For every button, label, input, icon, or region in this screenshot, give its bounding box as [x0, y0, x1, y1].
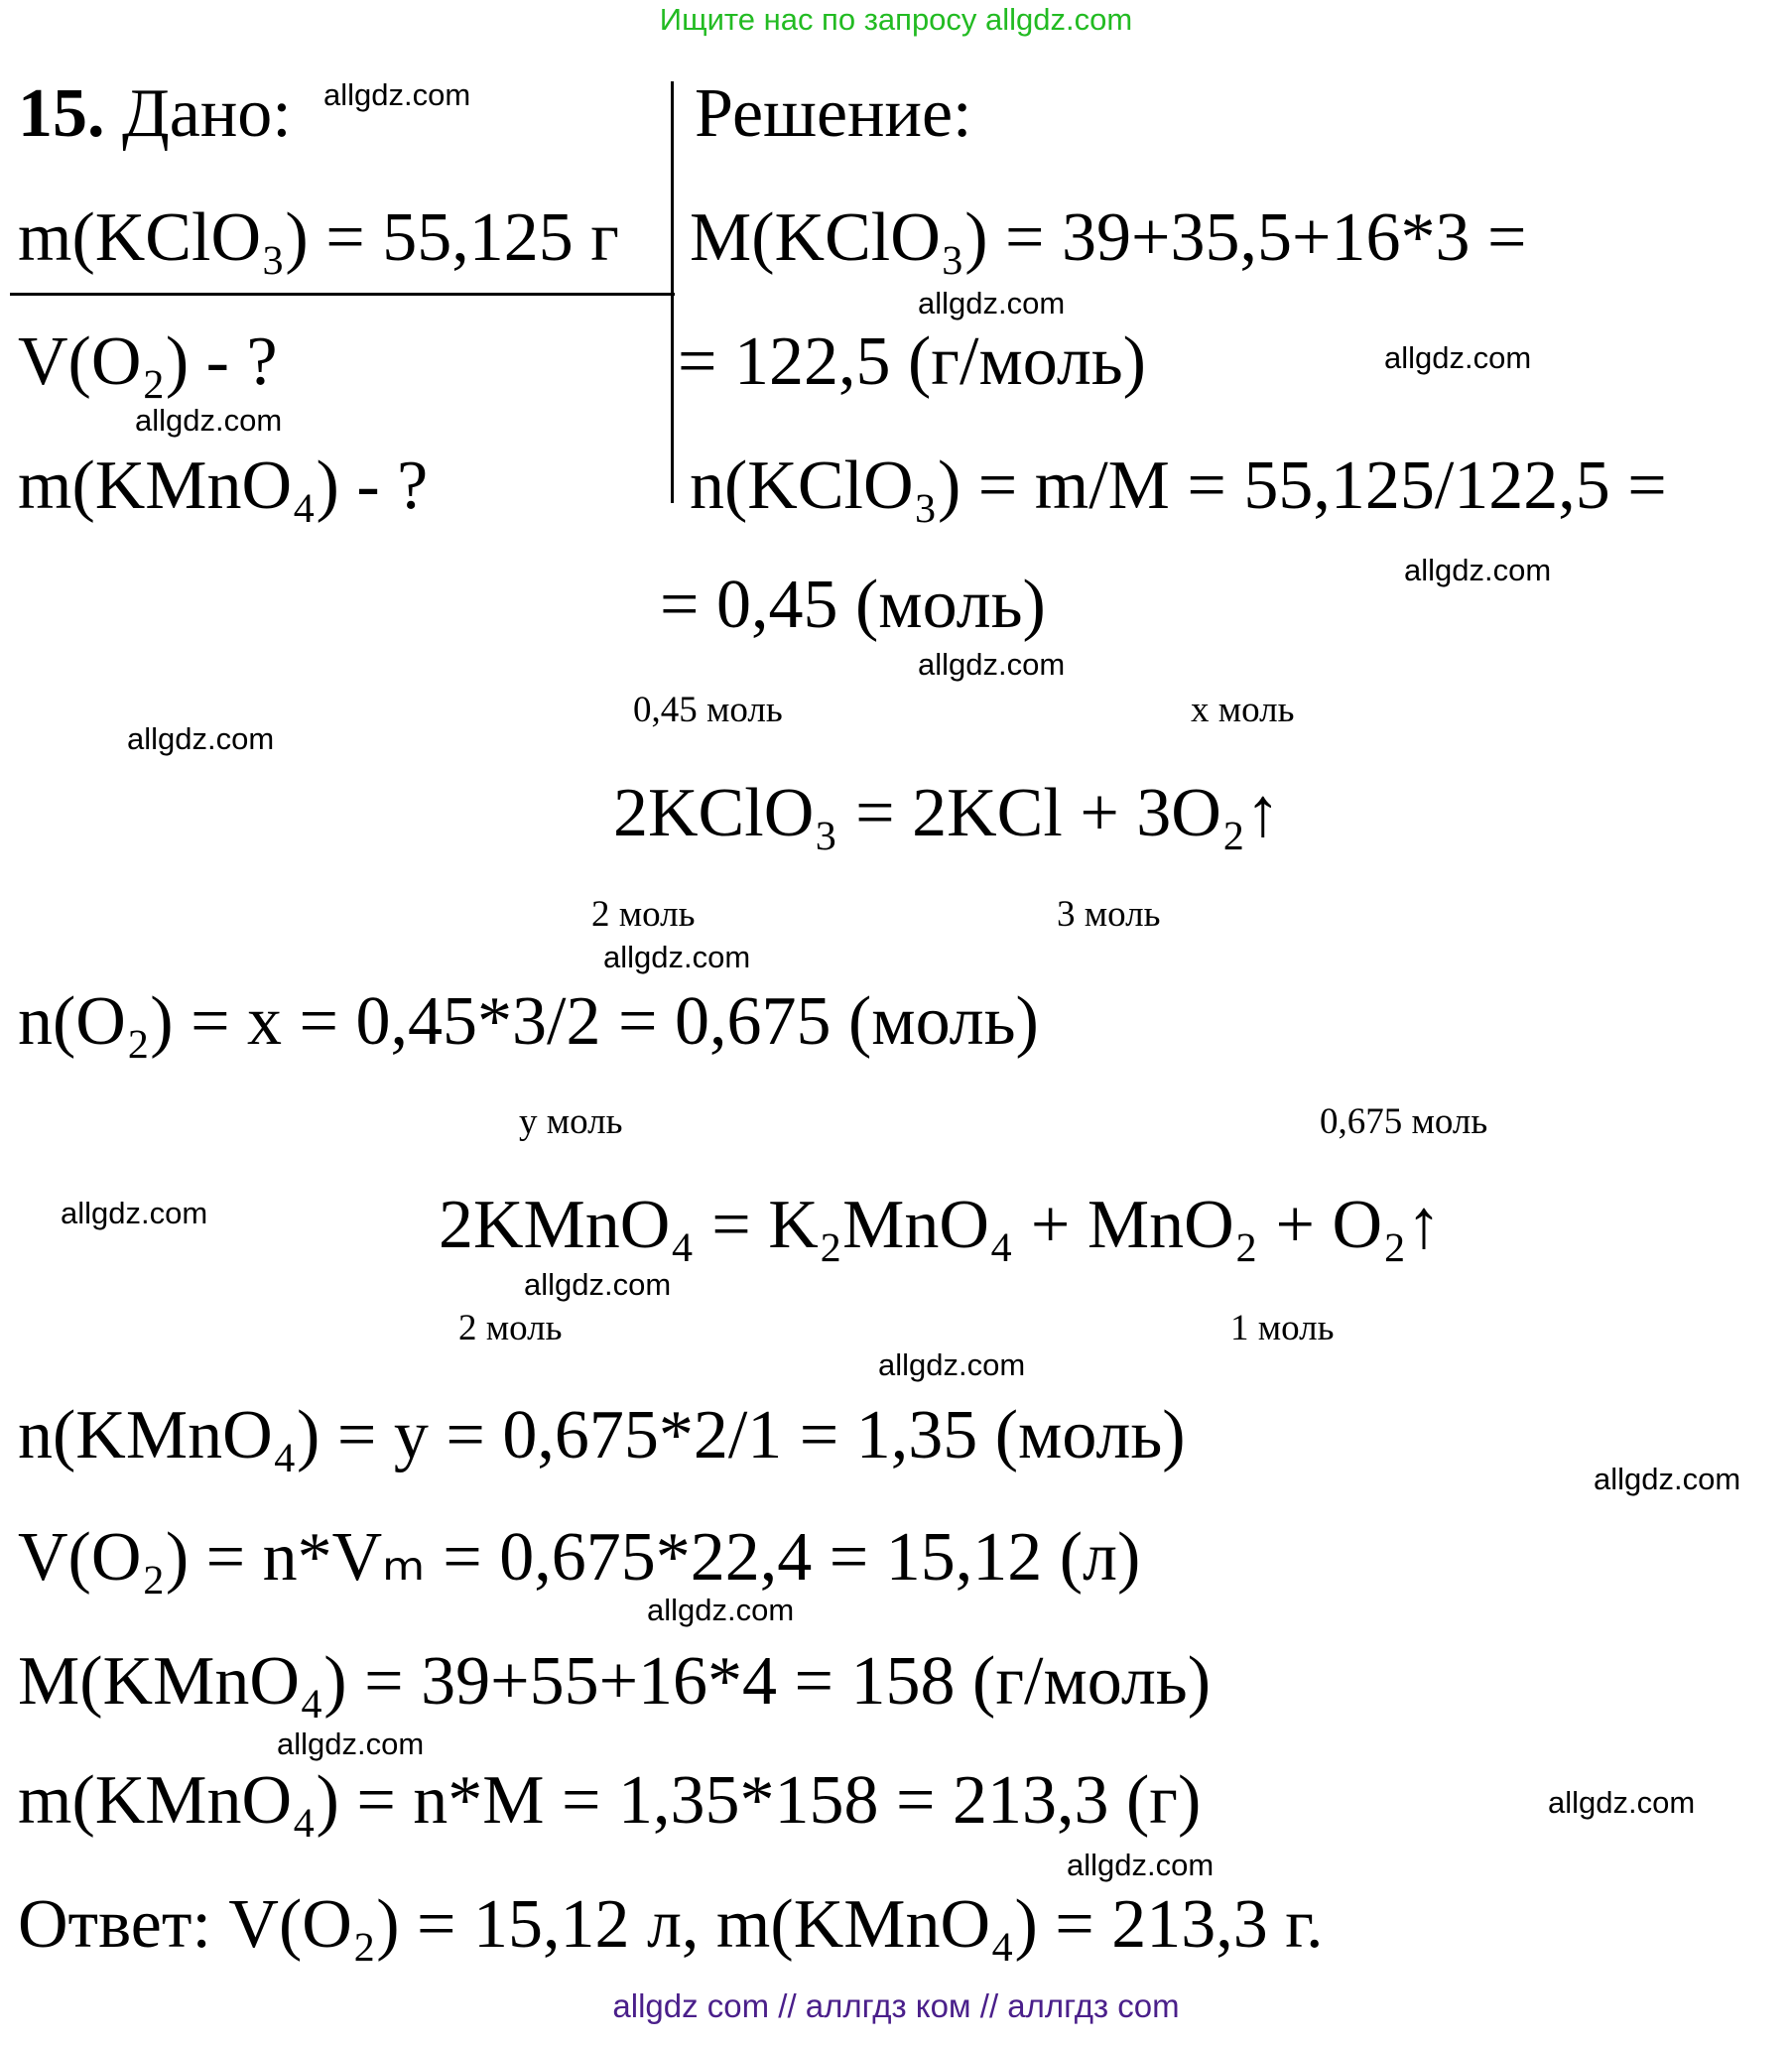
watermark: allgdz.com	[647, 1593, 795, 1627]
watermark: allgdz.com	[1404, 553, 1552, 587]
watermark: allgdz.com	[1594, 1462, 1741, 1496]
solution-molar-mass-result: = 122,5 (г/моль)	[678, 323, 1146, 400]
given-solution-separator	[671, 81, 674, 503]
solution-moles-kclo3: n(KClO₃) = m/M = 55,125/122,5 =	[690, 448, 1667, 524]
reaction2-unknown-moles: y моль	[519, 1101, 623, 1142]
reaction2-coef-right: 1 моль	[1230, 1308, 1335, 1348]
watermark: allgdz.com	[918, 286, 1066, 320]
watermark: allgdz.com	[878, 1347, 1026, 1382]
watermark: allgdz.com	[61, 1196, 208, 1230]
reaction1-given-moles: 0,45 моль	[633, 690, 783, 730]
calc-volume-o2: V(O₂) = n*Vₘ = 0,675*22,4 = 15,12 (л)	[18, 1519, 1141, 1596]
calc-moles-o2: n(O₂) = x = 0,45*3/2 = 0,675 (моль)	[18, 983, 1039, 1060]
find-mass-kmno4: m(KMnO₄) - ?	[18, 448, 429, 524]
given-mass-kclo3: m(KClO₃) = 55,125 г	[18, 199, 619, 276]
answer-line: Ответ: V(O₂) = 15,12 л, m(KMnO₄) = 213,3 г.	[18, 1886, 1324, 1963]
reaction2-coef-left: 2 моль	[458, 1308, 563, 1348]
watermark: allgdz.com	[603, 940, 751, 974]
solution-title: Решение:	[695, 75, 972, 152]
watermark: allgdz.com	[127, 721, 275, 756]
reaction2-equation: 2KMnO₄ = K₂MnO₄ + MnO₂ + O₂↑	[439, 1187, 1442, 1263]
reaction2-given-moles: 0,675 моль	[1320, 1101, 1488, 1142]
solution-molar-mass-kclo3: M(KClO₃) = 39+35,5+16*3 =	[690, 199, 1527, 276]
given-divider	[10, 293, 675, 296]
reaction1-equation: 2KClO₃ = 2KCl + 3O₂↑	[613, 775, 1281, 851]
watermark: allgdz.com	[135, 403, 283, 438]
watermark: allgdz.com	[1548, 1785, 1696, 1820]
top-banner[interactable]: Ищите нас по запросу allgdz.com	[659, 2, 1133, 37]
reaction1-coef-right: 3 моль	[1057, 894, 1161, 935]
watermark: allgdz.com	[1384, 340, 1532, 375]
calc-moles-kmno4: n(KMnO₄) = y = 0,675*2/1 = 1,35 (моль)	[18, 1397, 1186, 1473]
solution-moles-result: = 0,45 (моль)	[660, 567, 1046, 643]
calc-molar-mass-kmno4: M(KMnO₄) = 39+55+16*4 = 158 (г/моль)	[18, 1643, 1212, 1720]
given-title: Дано:	[122, 75, 292, 152]
find-volume-o2: V(O₂) - ?	[18, 323, 278, 400]
calc-mass-kmno4: m(KMnO₄) = n*M = 1,35*158 = 213,3 (г)	[18, 1762, 1202, 1839]
watermark: allgdz.com	[323, 77, 471, 112]
footer-links[interactable]: allgdz com // аллгдз ком // аллгдз com	[612, 1987, 1180, 2024]
problem-number: 15.	[18, 75, 105, 152]
reaction1-unknown-moles: x моль	[1191, 690, 1295, 730]
watermark: allgdz.com	[918, 647, 1066, 682]
watermark: allgdz.com	[277, 1726, 425, 1761]
reaction1-coef-left: 2 моль	[591, 894, 696, 935]
problem-header	[18, 75, 292, 152]
watermark: allgdz.com	[1067, 1848, 1215, 1882]
watermark: allgdz.com	[524, 1267, 672, 1302]
